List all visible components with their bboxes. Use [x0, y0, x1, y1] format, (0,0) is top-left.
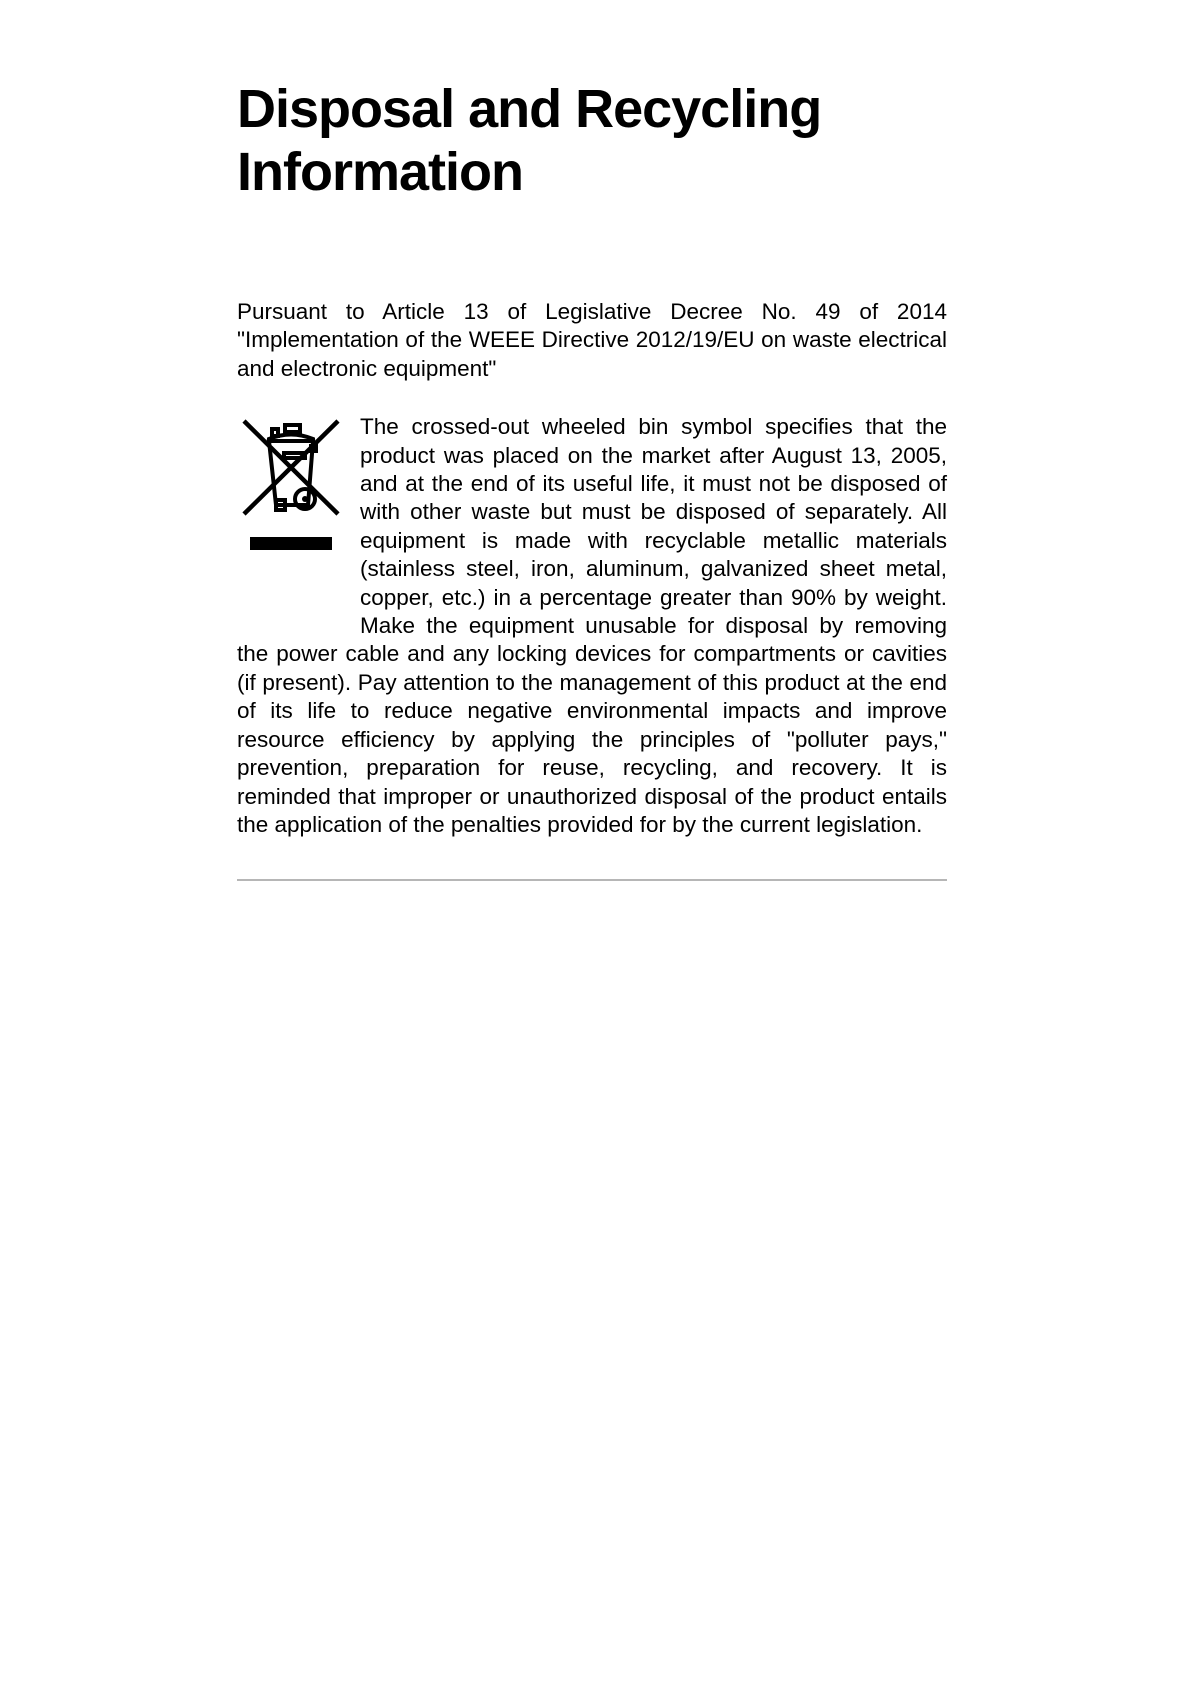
bin-wheel-hub — [302, 496, 308, 502]
crossed-out-wheeled-bin-icon — [241, 418, 341, 552]
page-title: Disposal and Recycling Information — [237, 79, 822, 202]
intro-paragraph: Pursuant to Article 13 of Legislative Decree No. 49 of 2014 "Implementation of the WEEE Directive 2012/19/EU on waste electrical and electronic equipment" — [237, 299, 947, 381]
section-divider — [237, 879, 947, 881]
page-content — [237, 0, 947, 881]
bin-lid-nub — [272, 429, 278, 436]
bin-lid-handle — [285, 425, 300, 432]
weee-symbol — [237, 413, 360, 612]
black-bar — [250, 537, 332, 550]
body-paragraph-text: The crossed-out wheeled bin symbol specifies that the product was placed on the market after August 13, 2005, and at the end of its useful life, it must not be disposed of with other waste but must be disposed of separately. All equipment is made with recyclable metallic materials (stainless steel, iron, aluminum, galvanized sheet metal, copper, etc.) in a percentage greater than 90% by weight. Make the equipment unusable for disposal by removing the power cable and any locking devices for compartments or cavities (if present). Pay attention to the management of this product at the end of its life to reduce negative environmental impacts and improve resource efficiency by applying the principles of "polluter pays," prevention, preparation for reuse, recycling, and recovery. It is reminded that improper or unauthorized disposal of the product entails the application of the penalties provided for by the current legislation. — [237, 414, 947, 837]
body-paragraph — [237, 413, 947, 839]
